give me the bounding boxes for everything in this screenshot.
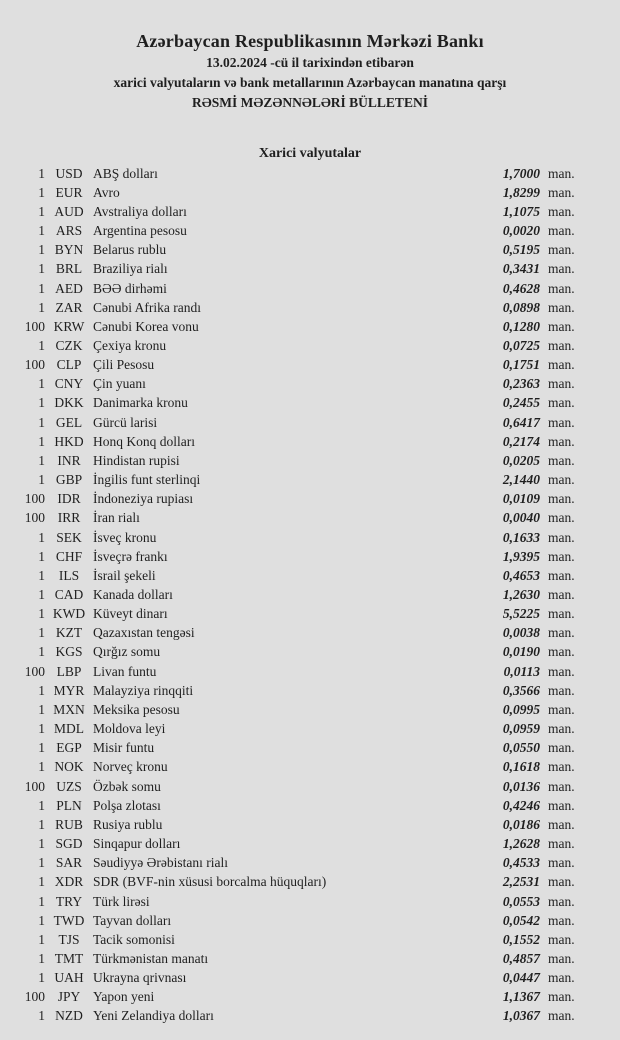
rate-quantity: 1 bbox=[38, 950, 45, 966]
unit-label: man. bbox=[548, 950, 575, 966]
currency-name: Avro bbox=[93, 184, 120, 200]
unit-label: man. bbox=[548, 855, 575, 871]
currency-name: Kanada dolları bbox=[93, 587, 173, 603]
rate-row bbox=[0, 624, 620, 643]
rate-quantity: 1 bbox=[38, 395, 45, 411]
rate-value: 0,0040 bbox=[502, 510, 540, 526]
currency-code: BRL bbox=[55, 261, 83, 277]
unit-label: man. bbox=[548, 299, 575, 315]
rate-quantity: 1 bbox=[38, 893, 45, 909]
rate-row bbox=[0, 873, 620, 892]
currency-code: CAD bbox=[54, 587, 84, 603]
rate-quantity: 1 bbox=[38, 452, 45, 468]
bank-name-title: Azərbaycan Respublikasının Mərkəzi Bankı bbox=[136, 31, 484, 51]
rate-row bbox=[0, 854, 620, 873]
rate-quantity: 1 bbox=[38, 970, 45, 986]
currency-code: BYN bbox=[54, 242, 84, 258]
unit-label: man. bbox=[548, 893, 575, 909]
rate-row bbox=[0, 758, 620, 777]
rate-value: 0,6417 bbox=[502, 414, 540, 430]
rate-row bbox=[0, 432, 620, 451]
rate-quantity: 1 bbox=[38, 472, 45, 488]
rate-quantity: 1 bbox=[38, 242, 45, 258]
rate-quantity: 1 bbox=[38, 644, 45, 660]
rate-quantity: 1 bbox=[38, 836, 45, 852]
currency-name: Cənubi Afrika randı bbox=[93, 299, 201, 315]
unit-label: man. bbox=[548, 165, 575, 181]
rate-row bbox=[0, 509, 620, 528]
unit-label: man. bbox=[548, 567, 575, 583]
unit-label: man. bbox=[548, 433, 575, 449]
rate-value: 0,0959 bbox=[502, 721, 540, 737]
currency-code: CZK bbox=[55, 337, 83, 353]
unit-label: man. bbox=[548, 970, 575, 986]
currency-code: IDR bbox=[57, 491, 81, 507]
unit-label: man. bbox=[548, 606, 575, 622]
currency-code: UAH bbox=[54, 970, 84, 986]
rate-quantity: 100 bbox=[24, 989, 45, 1005]
rate-row bbox=[0, 681, 620, 700]
rate-quantity: 100 bbox=[24, 318, 45, 334]
rate-value: 0,5195 bbox=[502, 242, 540, 258]
unit-label: man. bbox=[548, 912, 575, 928]
rate-quantity: 1 bbox=[38, 931, 45, 947]
rate-quantity: 1 bbox=[38, 625, 45, 641]
currency-name: Argentina pesosu bbox=[93, 223, 187, 239]
currency-code: SGD bbox=[55, 836, 83, 852]
rate-row bbox=[0, 375, 620, 394]
rate-quantity: 1 bbox=[38, 721, 45, 737]
unit-label: man. bbox=[548, 816, 575, 832]
currency-name: Türk lirəsi bbox=[93, 893, 150, 909]
rate-value: 0,0113 bbox=[503, 663, 540, 679]
currency-code: INR bbox=[57, 452, 81, 468]
rate-value: 0,0553 bbox=[502, 893, 540, 909]
rate-value: 0,2363 bbox=[502, 376, 540, 392]
rate-value: 0,0447 bbox=[502, 970, 540, 986]
currency-name: Misir funtu bbox=[93, 740, 155, 756]
rate-quantity: 1 bbox=[38, 184, 45, 200]
rate-quantity: 1 bbox=[38, 855, 45, 871]
rate-value: 0,0898 bbox=[502, 299, 540, 315]
rate-row bbox=[0, 777, 620, 796]
unit-label: man. bbox=[548, 778, 575, 794]
currency-code: MXN bbox=[53, 701, 85, 717]
rate-value: 0,0109 bbox=[502, 491, 540, 507]
rate-row bbox=[0, 241, 620, 260]
currency-code: SEK bbox=[56, 529, 82, 545]
rate-quantity: 1 bbox=[38, 759, 45, 775]
currency-name: Çexiya kronu bbox=[93, 337, 167, 353]
rate-row bbox=[0, 164, 620, 183]
rate-row bbox=[0, 949, 620, 968]
currency-name: Tayvan dolları bbox=[93, 912, 172, 928]
unit-label: man. bbox=[548, 414, 575, 430]
currency-code: NOK bbox=[54, 759, 84, 775]
rate-row bbox=[0, 202, 620, 221]
rate-row bbox=[0, 413, 620, 432]
rate-value: 0,0190 bbox=[502, 644, 540, 660]
rate-value: 1,2630 bbox=[502, 587, 540, 603]
currency-code: HKD bbox=[54, 433, 84, 449]
rate-row bbox=[0, 547, 620, 566]
currency-name: Sinqapur dolları bbox=[93, 836, 181, 852]
unit-label: man. bbox=[548, 280, 575, 296]
currency-name: Çin yuanı bbox=[93, 376, 146, 392]
currency-code: KWD bbox=[52, 606, 86, 622]
rate-row bbox=[0, 566, 620, 585]
rate-row bbox=[0, 394, 620, 413]
rate-value: 0,1751 bbox=[502, 357, 540, 373]
currency-name: Yeni Zelandiya dolları bbox=[93, 1008, 214, 1024]
rate-quantity: 1 bbox=[38, 433, 45, 449]
rate-quantity: 1 bbox=[38, 740, 45, 756]
unit-label: man. bbox=[548, 721, 575, 737]
currency-name: İsveçrə frankı bbox=[93, 548, 168, 564]
currency-code: MDL bbox=[54, 721, 84, 737]
subtitle-line: xarici valyutaların və bank metallarının Azərbaycan manatına qarşı bbox=[113, 75, 507, 90]
unit-label: man. bbox=[548, 836, 575, 852]
currency-code: UZS bbox=[56, 778, 82, 794]
currency-name: Rusiya rublu bbox=[93, 816, 163, 832]
currency-code: TRY bbox=[55, 893, 83, 909]
rate-value: 0,0136 bbox=[502, 778, 540, 794]
unit-label: man. bbox=[548, 242, 575, 258]
rate-value: 0,0186 bbox=[502, 816, 540, 832]
unit-label: man. bbox=[548, 989, 575, 1005]
rate-value: 0,0542 bbox=[502, 912, 540, 928]
currency-name: İsrail şekeli bbox=[93, 567, 156, 583]
currency-name: Ukrayna qrivnası bbox=[93, 970, 187, 986]
unit-label: man. bbox=[548, 184, 575, 200]
currency-code: DKK bbox=[54, 395, 84, 411]
unit-label: man. bbox=[548, 357, 575, 373]
rate-quantity: 1 bbox=[38, 567, 45, 583]
unit-label: man. bbox=[548, 759, 575, 775]
currency-code: XDR bbox=[54, 874, 84, 890]
currency-code: LBP bbox=[56, 663, 82, 679]
rate-value: 2,1440 bbox=[502, 472, 540, 488]
rate-quantity: 1 bbox=[38, 701, 45, 717]
currency-name: Honq Konq dolları bbox=[93, 433, 195, 449]
unit-label: man. bbox=[548, 931, 575, 947]
rate-quantity: 1 bbox=[38, 203, 45, 219]
unit-label: man. bbox=[548, 587, 575, 603]
currency-name: SDR (BVF-nin xüsusi borcalma hüquqları) bbox=[93, 874, 327, 890]
currency-name: İran rialı bbox=[93, 510, 140, 526]
rate-quantity: 1 bbox=[38, 874, 45, 890]
rate-row bbox=[0, 892, 620, 911]
rate-quantity: 100 bbox=[24, 778, 45, 794]
currency-name: Yapon yeni bbox=[93, 989, 155, 1005]
rate-row bbox=[0, 279, 620, 298]
rate-quantity: 1 bbox=[38, 280, 45, 296]
rate-row bbox=[0, 356, 620, 375]
unit-label: man. bbox=[548, 203, 575, 219]
rate-quantity: 1 bbox=[38, 165, 45, 181]
unit-label: man. bbox=[548, 1008, 575, 1024]
currency-code: GBP bbox=[55, 472, 83, 488]
rate-row bbox=[0, 1007, 620, 1026]
rate-row bbox=[0, 260, 620, 279]
rate-row bbox=[0, 988, 620, 1007]
rate-quantity: 1 bbox=[38, 414, 45, 430]
rate-quantity: 1 bbox=[38, 299, 45, 315]
rate-value: 0,4246 bbox=[502, 797, 540, 813]
rate-value: 1,1367 bbox=[502, 989, 540, 1005]
currency-name: BƏƏ dirhəmi bbox=[93, 280, 167, 296]
currency-code: IRR bbox=[57, 510, 81, 526]
currency-name: Braziliya rialı bbox=[93, 261, 168, 277]
currency-code: ZAR bbox=[55, 299, 83, 315]
rate-row bbox=[0, 834, 620, 853]
unit-label: man. bbox=[548, 625, 575, 641]
currency-code: GEL bbox=[55, 414, 83, 430]
unit-label: man. bbox=[548, 644, 575, 660]
currency-code: MYR bbox=[53, 682, 85, 698]
unit-label: man. bbox=[548, 376, 575, 392]
rate-value: 0,4628 bbox=[502, 280, 540, 296]
rate-value: 0,4653 bbox=[502, 567, 540, 583]
unit-label: man. bbox=[548, 223, 575, 239]
currency-name: İndoneziya rupiası bbox=[93, 491, 194, 507]
rate-value: 0,1633 bbox=[502, 529, 540, 545]
rate-value: 0,4533 bbox=[502, 855, 540, 871]
currency-name: Türkmənistan manatı bbox=[93, 950, 209, 966]
currency-name: Qırğız somu bbox=[93, 644, 161, 660]
rate-quantity: 100 bbox=[24, 510, 45, 526]
document-header bbox=[0, 0, 620, 113]
rate-quantity: 1 bbox=[38, 816, 45, 832]
currency-name: Çili Pesosu bbox=[93, 357, 155, 373]
rate-value: 0,2174 bbox=[502, 433, 540, 449]
rate-row bbox=[0, 585, 620, 604]
currency-code: KRW bbox=[53, 318, 85, 334]
rate-quantity: 1 bbox=[38, 606, 45, 622]
rate-quantity: 100 bbox=[24, 491, 45, 507]
currency-name: Malayziya rinqqiti bbox=[93, 682, 194, 698]
rate-quantity: 1 bbox=[38, 261, 45, 277]
currency-code: CNY bbox=[54, 376, 84, 392]
currency-code: TJS bbox=[58, 931, 80, 947]
rate-value: 1,7000 bbox=[502, 165, 540, 181]
rate-quantity: 1 bbox=[38, 548, 45, 564]
currency-name: Moldova leyi bbox=[93, 721, 166, 737]
rate-row bbox=[0, 662, 620, 681]
currency-code: AUD bbox=[54, 203, 84, 219]
currency-name: Hindistan rupisi bbox=[93, 452, 180, 468]
currency-name: Qazaxıstan tengəsi bbox=[93, 625, 195, 641]
unit-label: man. bbox=[548, 663, 575, 679]
currency-code: KGS bbox=[55, 644, 83, 660]
rate-row bbox=[0, 930, 620, 949]
unit-label: man. bbox=[548, 395, 575, 411]
currency-name: Belarus rublu bbox=[93, 242, 167, 258]
rate-row bbox=[0, 739, 620, 758]
currency-code: ILS bbox=[58, 567, 80, 583]
currency-name: Polşa zlotası bbox=[93, 797, 161, 813]
rate-row bbox=[0, 815, 620, 834]
currency-name: Səudiyyə Ərəbistanı rialı bbox=[93, 855, 228, 871]
rate-row bbox=[0, 298, 620, 317]
rate-value: 0,0020 bbox=[502, 223, 540, 239]
rate-row bbox=[0, 317, 620, 336]
rate-value: 1,9395 bbox=[502, 548, 540, 564]
currency-name: Livan funtu bbox=[93, 663, 157, 679]
rate-row bbox=[0, 183, 620, 202]
effective-date-line: 13.02.2024 -cü il tarixindən etibarən bbox=[206, 55, 414, 70]
currency-code: RUB bbox=[55, 816, 83, 832]
unit-label: man. bbox=[548, 682, 575, 698]
unit-label: man. bbox=[548, 491, 575, 507]
rate-value: 1,1075 bbox=[502, 203, 540, 219]
unit-label: man. bbox=[548, 452, 575, 468]
unit-label: man. bbox=[548, 318, 575, 334]
rate-row bbox=[0, 221, 620, 240]
currency-name: Tacik somonisi bbox=[93, 931, 175, 947]
rate-value: 0,1618 bbox=[502, 759, 540, 775]
currency-name: Norveç kronu bbox=[93, 759, 168, 775]
unit-label: man. bbox=[548, 548, 575, 564]
rate-value: 0,2455 bbox=[502, 395, 540, 411]
currency-code: SAR bbox=[55, 855, 83, 871]
rate-row bbox=[0, 490, 620, 509]
rate-quantity: 1 bbox=[38, 587, 45, 603]
currency-name: Küveyt dinarı bbox=[93, 606, 168, 622]
currency-code: CHF bbox=[55, 548, 83, 564]
rate-quantity: 100 bbox=[24, 663, 45, 679]
currency-name: Meksika pesosu bbox=[93, 701, 180, 717]
rate-value: 0,4857 bbox=[502, 950, 540, 966]
rate-row bbox=[0, 528, 620, 547]
rate-value: 1,0367 bbox=[502, 1008, 540, 1024]
rate-quantity: 1 bbox=[38, 337, 45, 353]
currency-code: NZD bbox=[55, 1008, 83, 1024]
bulletin-title: RƏSMİ MƏZƏNNƏLƏRİ BÜLLETENİ bbox=[192, 95, 428, 110]
rate-value: 1,8299 bbox=[502, 184, 540, 200]
unit-label: man. bbox=[548, 797, 575, 813]
currency-code: PLN bbox=[56, 797, 82, 813]
currency-code: CLP bbox=[56, 357, 82, 373]
rate-quantity: 1 bbox=[38, 912, 45, 928]
rate-quantity: 1 bbox=[38, 529, 45, 545]
rate-row bbox=[0, 643, 620, 662]
unit-label: man. bbox=[548, 740, 575, 756]
rate-value: 0,3566 bbox=[502, 682, 540, 698]
currency-name: Avstraliya dolları bbox=[93, 203, 187, 219]
unit-label: man. bbox=[548, 701, 575, 717]
currency-name: Özbək somu bbox=[93, 778, 161, 794]
rate-value: 0,1280 bbox=[502, 318, 540, 334]
rate-quantity: 100 bbox=[24, 357, 45, 373]
rate-quantity: 1 bbox=[38, 223, 45, 239]
currency-name: Gürcü larisi bbox=[93, 414, 158, 430]
rate-value: 0,3431 bbox=[502, 261, 540, 277]
currency-code: USD bbox=[55, 165, 83, 181]
rate-quantity: 1 bbox=[38, 1008, 45, 1024]
rate-row bbox=[0, 911, 620, 930]
currency-code: EGP bbox=[56, 740, 82, 756]
rate-row bbox=[0, 471, 620, 490]
currency-code: KZT bbox=[55, 625, 83, 641]
rate-value: 0,1552 bbox=[502, 931, 540, 947]
currency-name: Cənubi Korea vonu bbox=[93, 318, 199, 334]
rate-value: 0,0550 bbox=[502, 740, 540, 756]
rate-row bbox=[0, 336, 620, 355]
currency-name: İngilis funt sterlinqi bbox=[93, 472, 201, 488]
currency-code: JPY bbox=[57, 989, 81, 1005]
unit-label: man. bbox=[548, 874, 575, 890]
rate-row bbox=[0, 605, 620, 624]
rate-row bbox=[0, 451, 620, 470]
rate-row bbox=[0, 700, 620, 719]
rate-value: 1,2628 bbox=[502, 836, 540, 852]
unit-label: man. bbox=[548, 261, 575, 277]
currency-code: EUR bbox=[55, 184, 83, 200]
rate-row bbox=[0, 796, 620, 815]
currency-code: TMT bbox=[54, 950, 84, 966]
rates-table bbox=[0, 164, 620, 1026]
rate-value: 0,0205 bbox=[502, 452, 540, 468]
currency-name: İsveç kronu bbox=[93, 529, 157, 545]
currency-name: Danimarka kronu bbox=[93, 395, 188, 411]
rate-value: 5,5225 bbox=[502, 606, 540, 622]
rate-quantity: 1 bbox=[38, 376, 45, 392]
unit-label: man. bbox=[548, 510, 575, 526]
unit-label: man. bbox=[548, 472, 575, 488]
rate-value: 0,0995 bbox=[502, 701, 540, 717]
unit-label: man. bbox=[548, 529, 575, 545]
currency-code: TWD bbox=[53, 912, 85, 928]
rate-row bbox=[0, 720, 620, 739]
rate-value: 0,0725 bbox=[502, 337, 540, 353]
rate-value: 2,2531 bbox=[502, 874, 540, 890]
currency-code: AED bbox=[55, 280, 83, 296]
unit-label: man. bbox=[548, 337, 575, 353]
rate-quantity: 1 bbox=[38, 797, 45, 813]
section-title-foreign-currencies: Xarici valyutalar bbox=[258, 146, 362, 161]
rate-quantity: 1 bbox=[38, 682, 45, 698]
rate-value: 0,0038 bbox=[502, 625, 540, 641]
currency-name: ABŞ dolları bbox=[93, 165, 158, 181]
rate-row bbox=[0, 969, 620, 988]
currency-code: ARS bbox=[55, 223, 83, 239]
